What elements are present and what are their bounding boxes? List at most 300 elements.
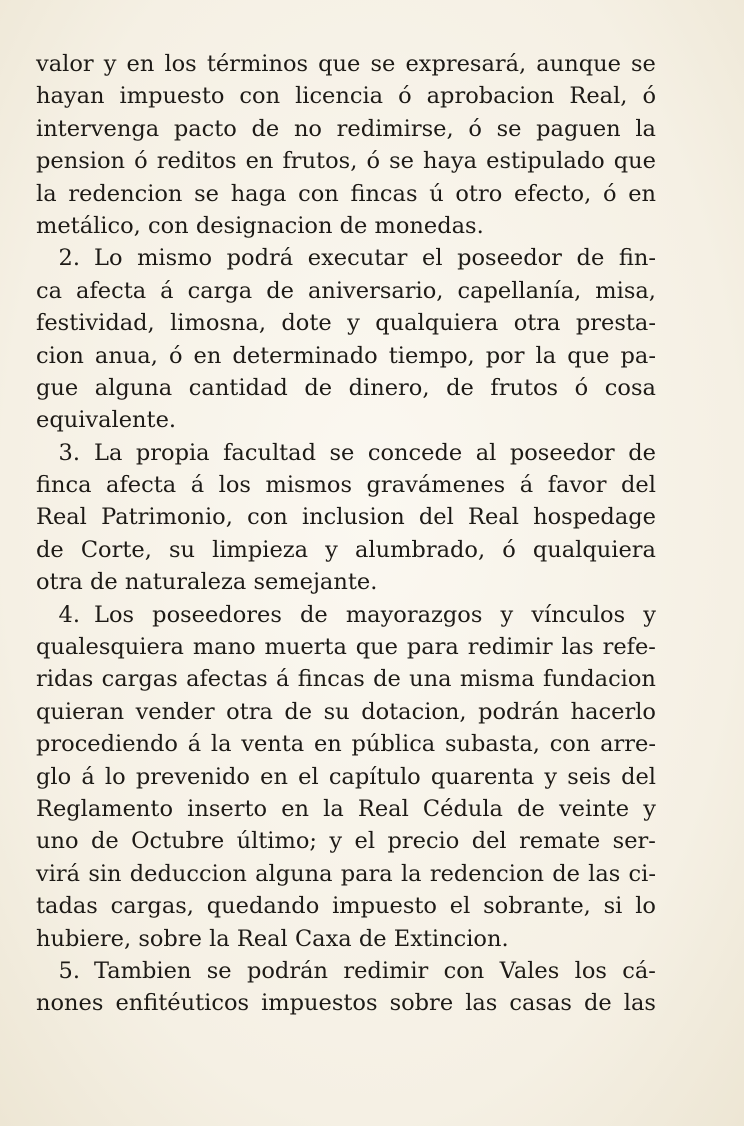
line-text — [36, 858, 656, 890]
word: la — [535, 342, 557, 369]
text-line — [36, 631, 656, 663]
word: semejante. — [253, 569, 378, 596]
word: sobre — [138, 925, 202, 952]
word: subasta, — [444, 731, 540, 758]
word: paguen — [536, 115, 621, 142]
line-text — [36, 307, 656, 339]
word: ó — [602, 180, 617, 207]
word: cion — [36, 342, 84, 369]
word: ó — [468, 115, 482, 142]
word: mano — [192, 634, 256, 661]
paragraph-number: 4. — [58, 601, 80, 628]
word: en — [281, 795, 309, 822]
text-line — [36, 566, 656, 598]
word: del — [621, 472, 656, 499]
word: pacto — [173, 115, 237, 142]
body-text — [36, 48, 656, 1020]
word: Caxa — [294, 925, 352, 952]
word: sin — [88, 860, 122, 887]
word: último; — [236, 828, 317, 855]
word: los — [574, 957, 607, 984]
word: de — [583, 990, 612, 1017]
word: podrán — [478, 698, 560, 725]
word: Los — [94, 601, 135, 628]
word: propia — [135, 439, 210, 466]
word: y — [544, 763, 558, 790]
line-text — [36, 210, 656, 242]
line-text — [36, 145, 656, 177]
word: Vales — [499, 957, 560, 984]
word: impuestos — [261, 990, 378, 1017]
line-text — [94, 437, 656, 469]
word: haya — [423, 148, 478, 175]
word: de — [89, 569, 118, 596]
word: virá — [36, 860, 81, 887]
word: expresará, — [405, 51, 527, 77]
word: términos — [206, 51, 309, 77]
text-line — [36, 987, 656, 1019]
word: la — [635, 115, 656, 142]
word: remate — [519, 828, 601, 855]
word: al — [475, 439, 497, 466]
paragraph-number: 3. — [58, 439, 80, 466]
word: para — [406, 634, 459, 661]
word: hospedage — [533, 504, 656, 531]
text-line — [36, 178, 656, 210]
word: la — [323, 795, 344, 822]
text-line — [36, 728, 656, 760]
word: vínculos — [531, 601, 626, 628]
word: alguna — [94, 374, 173, 401]
word: executar — [307, 245, 408, 272]
text-line — [36, 242, 656, 274]
paragraph-number: 5. — [58, 957, 80, 984]
word: de — [446, 374, 474, 401]
word: para — [340, 860, 393, 887]
word: á — [276, 666, 290, 693]
word: precio — [387, 828, 460, 855]
word: capellanía, — [457, 277, 582, 304]
word: de — [284, 698, 313, 725]
word: que — [613, 148, 656, 175]
text-line — [36, 793, 656, 825]
word: las — [465, 990, 498, 1017]
word: presta- — [575, 310, 656, 337]
word: aniversario, — [307, 277, 444, 304]
word: una — [409, 666, 452, 693]
text-line — [36, 663, 656, 695]
text-line — [36, 469, 656, 501]
text-line — [36, 534, 656, 566]
word: ser- — [612, 828, 656, 855]
line-text — [36, 178, 656, 210]
word: festividad, — [36, 310, 155, 337]
word: que — [355, 634, 398, 661]
word: á — [187, 731, 202, 758]
word: limpieza — [212, 536, 309, 563]
text-line — [36, 501, 656, 533]
line-text — [36, 923, 656, 955]
word: con — [247, 504, 288, 531]
word: alguna — [255, 860, 333, 887]
word: ó — [574, 374, 589, 401]
word: estipulado — [486, 148, 605, 175]
word: la — [400, 860, 422, 887]
word: en — [628, 180, 656, 207]
word: efecto, — [513, 180, 592, 207]
word: dote — [281, 310, 332, 337]
word: vender — [135, 698, 215, 725]
text-line — [36, 80, 656, 112]
word: y — [500, 601, 514, 628]
word: tadas — [36, 893, 98, 920]
text-line — [36, 404, 656, 436]
word: ó — [398, 83, 412, 110]
line-text — [36, 469, 656, 501]
word: las — [561, 634, 594, 661]
word: por — [485, 342, 525, 369]
word: procediendo — [36, 731, 178, 758]
word: con — [443, 957, 485, 984]
word: concede — [367, 439, 463, 466]
word: fincas — [297, 666, 365, 693]
word: gue — [36, 374, 79, 401]
text-line — [36, 890, 656, 922]
word: dinero, — [348, 374, 430, 401]
word: Cédula — [422, 795, 503, 822]
line-text — [36, 663, 656, 695]
word: con — [298, 180, 339, 207]
text-line — [36, 372, 656, 404]
word: Real — [357, 795, 409, 822]
word: cargas, — [110, 893, 194, 920]
word: los — [218, 472, 251, 499]
word: qualquiera — [532, 536, 656, 563]
word: afecta — [76, 277, 147, 304]
word: frutos, — [282, 148, 358, 175]
word: se — [194, 180, 219, 207]
word: refe- — [602, 634, 656, 661]
word: ó — [168, 342, 183, 369]
word: del — [471, 828, 507, 855]
text-line — [36, 113, 656, 145]
word: misa, — [595, 277, 656, 304]
word: con — [148, 212, 189, 239]
word: hubiere, — [36, 925, 132, 952]
word: de — [373, 666, 401, 693]
line-text — [36, 890, 656, 922]
word: lo — [635, 893, 656, 920]
word: el — [354, 828, 376, 855]
word: á — [519, 472, 534, 499]
line-text — [36, 80, 656, 112]
word: otra — [513, 310, 561, 337]
word: pa- — [620, 342, 656, 369]
word: con — [549, 731, 591, 758]
word: aunque — [536, 51, 621, 77]
word: en — [193, 342, 222, 369]
word: naturaleza — [124, 569, 247, 596]
word: de — [358, 925, 387, 952]
word: y — [325, 536, 338, 563]
word: á — [81, 763, 95, 790]
word: mayorazgos — [345, 601, 483, 628]
word: podrán — [246, 957, 328, 984]
word: su — [168, 536, 196, 563]
word: Octubre — [131, 828, 225, 855]
word: quedando — [206, 893, 320, 920]
word: sobrante, — [483, 893, 591, 920]
word: del — [621, 763, 656, 790]
word: limosna, — [170, 310, 266, 337]
word: uno — [36, 828, 79, 855]
line-text — [94, 599, 656, 631]
line-text — [36, 372, 656, 404]
word: impuesto — [119, 83, 225, 110]
word: otro — [455, 180, 503, 207]
word: alumbrado, — [354, 536, 486, 563]
text-line — [36, 437, 656, 469]
word: Real, — [569, 83, 628, 110]
word: venta — [241, 731, 305, 758]
word: de — [552, 860, 580, 887]
word: Patrimonio, — [101, 504, 233, 531]
word: ci- — [628, 860, 656, 887]
word: se — [370, 51, 396, 77]
text-line — [36, 48, 656, 80]
word: cá- — [622, 957, 656, 984]
word: se — [206, 957, 232, 984]
word: las — [588, 860, 621, 887]
word: glo — [36, 763, 72, 790]
word: cargas — [101, 666, 178, 693]
word: si — [603, 893, 623, 920]
text-line — [36, 340, 656, 372]
word: Corte, — [80, 536, 152, 563]
word: de — [251, 115, 280, 142]
word: otra — [226, 698, 273, 725]
line-text — [36, 534, 656, 566]
word: ó — [502, 536, 516, 563]
word: de — [628, 439, 656, 466]
word: enfitéuticos — [115, 990, 250, 1017]
word: de — [576, 245, 605, 272]
word: sobre — [389, 990, 454, 1017]
word: las — [623, 990, 656, 1017]
line-text — [36, 113, 656, 145]
word: hacerlo — [570, 698, 656, 725]
text-line — [36, 275, 656, 307]
line-text — [36, 566, 656, 598]
word: su — [323, 698, 350, 725]
word: Tambien — [94, 957, 192, 984]
word: redimir — [343, 957, 429, 984]
word: mismos — [265, 472, 352, 499]
word: nones — [36, 990, 104, 1017]
word: anua, — [94, 342, 158, 369]
word: ó — [642, 83, 656, 110]
word: de — [90, 828, 119, 855]
word: Reglamento — [36, 795, 173, 822]
word: inclusion — [301, 504, 405, 531]
word: á — [190, 472, 205, 499]
word: poseedor — [457, 245, 562, 272]
word: se — [389, 148, 414, 175]
word: y — [643, 601, 656, 628]
word: ú — [429, 180, 444, 207]
text-line — [36, 858, 656, 890]
word: de — [517, 795, 545, 822]
word: en — [313, 731, 342, 758]
word: se — [631, 51, 656, 77]
word: favor — [547, 472, 607, 499]
word: capítulo — [328, 763, 421, 790]
word: con — [239, 83, 281, 110]
word: la — [36, 180, 57, 207]
word: reditos — [156, 148, 237, 175]
word: se — [329, 439, 355, 466]
text-line — [36, 307, 656, 339]
word: el — [298, 763, 319, 790]
word: quarenta — [430, 763, 535, 790]
line-text — [36, 501, 656, 533]
line-text — [94, 242, 656, 274]
text-line — [36, 825, 656, 857]
line-text — [36, 275, 656, 307]
word: el — [449, 893, 471, 920]
word: aprobacion — [426, 83, 555, 110]
word: redimir — [467, 634, 553, 661]
word: poseedores — [152, 601, 282, 628]
word: de — [36, 536, 64, 563]
word: y — [103, 51, 117, 77]
line-text — [36, 761, 656, 793]
text-line — [36, 145, 656, 177]
word: fundacion — [542, 666, 656, 693]
word: veinte — [558, 795, 630, 822]
word: de — [339, 212, 368, 239]
word: poseedor — [509, 439, 615, 466]
word: muerta — [264, 634, 347, 661]
word: designacion — [195, 212, 333, 239]
line-text — [36, 340, 656, 372]
word: inserto — [187, 795, 268, 822]
word: redencion — [68, 180, 183, 207]
word: prevenido — [135, 763, 250, 790]
word: hayan — [36, 83, 105, 110]
word: quieran — [36, 698, 125, 725]
line-text — [36, 793, 656, 825]
word: ca — [36, 277, 63, 304]
word: y — [329, 828, 343, 855]
word: impuesto — [332, 893, 437, 920]
word: misma — [459, 666, 535, 693]
line-text — [94, 955, 656, 987]
word: intervenga — [36, 115, 160, 142]
word: la — [210, 731, 232, 758]
word: no — [293, 115, 322, 142]
word: del — [418, 504, 454, 531]
word: redencion — [429, 860, 544, 887]
word: determinado — [232, 342, 378, 369]
word: afectas — [186, 666, 268, 693]
word: Real — [236, 925, 288, 952]
text-line — [36, 210, 656, 242]
word: tiempo, — [388, 342, 475, 369]
word: que — [567, 342, 610, 369]
word: en — [260, 763, 288, 790]
word: lo — [104, 763, 126, 790]
word: monedas. — [374, 212, 484, 239]
word: redimirse, — [336, 115, 454, 142]
word: Real — [468, 504, 519, 531]
word: ó — [366, 148, 380, 175]
word: gravámenes — [366, 472, 506, 499]
word: á — [160, 277, 174, 304]
text-line — [36, 761, 656, 793]
word: finca — [36, 472, 92, 499]
word: ó — [134, 148, 148, 175]
word: valor — [36, 51, 94, 77]
word: de — [300, 601, 328, 628]
word: Extincion. — [393, 925, 509, 952]
word: de — [304, 374, 333, 401]
word: metálico, — [36, 212, 141, 239]
word: cantidad — [188, 374, 288, 401]
line-text — [36, 825, 656, 857]
word: pension — [36, 148, 125, 175]
word: se — [496, 115, 522, 142]
word: licencia — [295, 83, 384, 110]
text-line — [36, 696, 656, 728]
line-text — [36, 48, 656, 80]
word: los — [164, 51, 197, 77]
text-line — [36, 599, 656, 631]
paragraph-number: 2. — [58, 245, 80, 272]
word: carga — [187, 277, 253, 304]
word: haga — [230, 180, 287, 207]
line-text — [36, 987, 656, 1019]
word: el — [422, 245, 443, 272]
word: facultad — [223, 439, 316, 466]
word: arre- — [600, 731, 656, 758]
word: otra — [36, 569, 83, 596]
word: afecta — [106, 472, 177, 499]
word: qualesquiera — [36, 634, 184, 661]
word: La — [94, 439, 123, 466]
word: qualquiera — [375, 310, 499, 337]
word: fin- — [618, 245, 656, 272]
word: ridas — [36, 666, 94, 693]
line-text — [36, 696, 656, 728]
word: y — [643, 795, 656, 822]
word: deduccion — [129, 860, 247, 887]
line-text — [36, 728, 656, 760]
text-line — [36, 955, 656, 987]
word: casas — [509, 990, 572, 1017]
word: Lo — [94, 245, 123, 272]
word: Real — [36, 504, 87, 531]
word: seis — [567, 763, 611, 790]
word: la — [209, 925, 230, 952]
word: cosa — [604, 374, 656, 401]
word: frutos — [490, 374, 559, 401]
word: en — [245, 148, 274, 175]
word: mismo — [137, 245, 213, 272]
word: dotacion, — [361, 698, 467, 725]
word: equivalente. — [36, 407, 177, 434]
word: podrá — [226, 245, 294, 272]
